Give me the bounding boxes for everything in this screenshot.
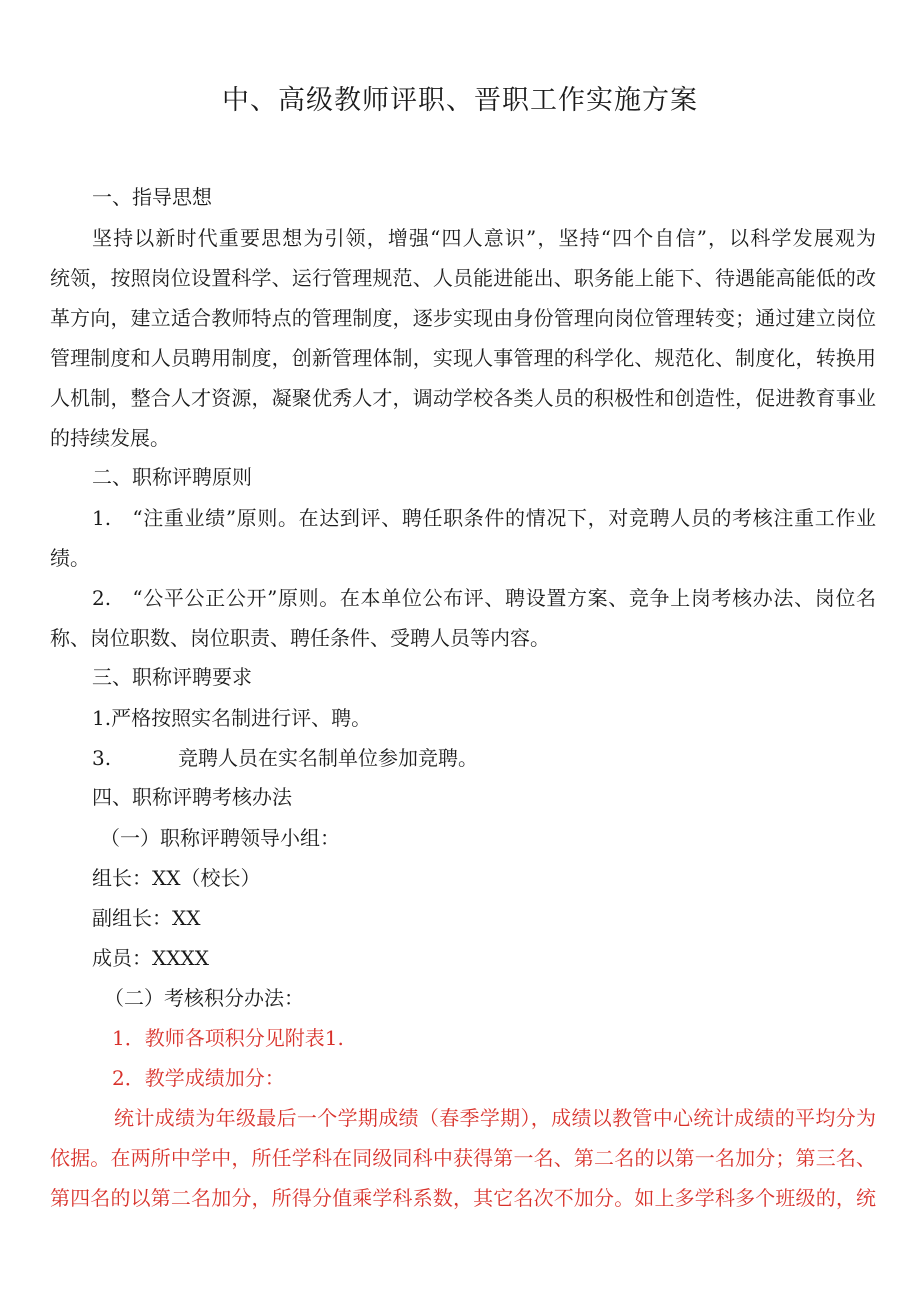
vice-leader-line: 副组长：XX bbox=[92, 906, 201, 930]
section-heading: 二、职称评聘原则 bbox=[92, 465, 252, 489]
paragraph-line: 坚持以新时代重要思想为引领，增强“四人意识”，坚持“四个自信”，以科学发展观为 bbox=[92, 226, 876, 250]
list-item-number: 3. bbox=[92, 746, 112, 770]
list-item: 1.严格按照实名制进行评、聘。 bbox=[92, 706, 372, 730]
list-item-line: 称、岗位职数、岗位职责、聘任条件、受聘人员等内容。 bbox=[50, 626, 550, 650]
list-item-line: 2. “公平公正公开”原则。在本单位公布评、聘设置方案、竞争上岗考核办法、岗位名 bbox=[92, 586, 876, 610]
section-heading: 四、职称评聘考核办法 bbox=[92, 785, 292, 809]
subsection-heading: （二）考核积分办法： bbox=[104, 986, 304, 1010]
paragraph-line: 人机制，整合人才资源，凝聚优秀人才，调动学校各类人员的积极性和创造性，促进教育事业 bbox=[50, 386, 876, 410]
leader-line: 组长：XX（校长） bbox=[92, 866, 261, 890]
paragraph-line: 的持续发展。 bbox=[50, 426, 170, 450]
members-line: 成员：XXXX bbox=[92, 946, 209, 970]
list-item-line: 绩。 bbox=[50, 546, 90, 570]
red-list-item: 1．教师各项积分见附表1. bbox=[112, 1026, 344, 1050]
red-paragraph-line: 依据。在两所中学中，所任学科在同级同科中获得第一名、第二名的以第一名加分；第三名、 bbox=[50, 1146, 876, 1170]
section-heading: 一、指导思想 bbox=[92, 185, 212, 209]
paragraph-line: 管理制度和人员聘用制度，创新管理体制，实现人事管理的科学化、规范化、制度化，转换用 bbox=[50, 346, 876, 370]
document-title: 中、高级教师评职、晋职工作实施方案 bbox=[222, 85, 698, 116]
list-item-text: 竞聘人员在实名制单位参加竞聘。 bbox=[178, 746, 478, 770]
paragraph-line: 革方向，建立适合教师特点的管理制度，逐步实现由身份管理向岗位管理转变；通过建立岗位 bbox=[50, 306, 876, 330]
paragraph-line: 统领，按照岗位设置科学、运行管理规范、人员能进能出、职务能上能下、待遇能高能低的改 bbox=[50, 266, 876, 290]
subsection-heading: （一）职称评聘领导小组： bbox=[100, 826, 340, 850]
red-list-item: 2．教学成绩加分： bbox=[112, 1066, 285, 1090]
list-item-line: 1. “注重业绩”原则。在达到评、聘任职条件的情况下，对竞聘人员的考核注重工作业 bbox=[92, 506, 876, 530]
red-paragraph-line: 第四名的以第二名加分，所得分值乘学科系数，其它名次不加分。如上多学科多个班级的，统 bbox=[50, 1186, 876, 1210]
section-heading: 三、职称评聘要求 bbox=[92, 665, 252, 689]
red-paragraph-line: 统计成绩为年级最后一个学期成绩（春季学期），成绩以教管中心统计成绩的平均分为 bbox=[114, 1106, 876, 1130]
